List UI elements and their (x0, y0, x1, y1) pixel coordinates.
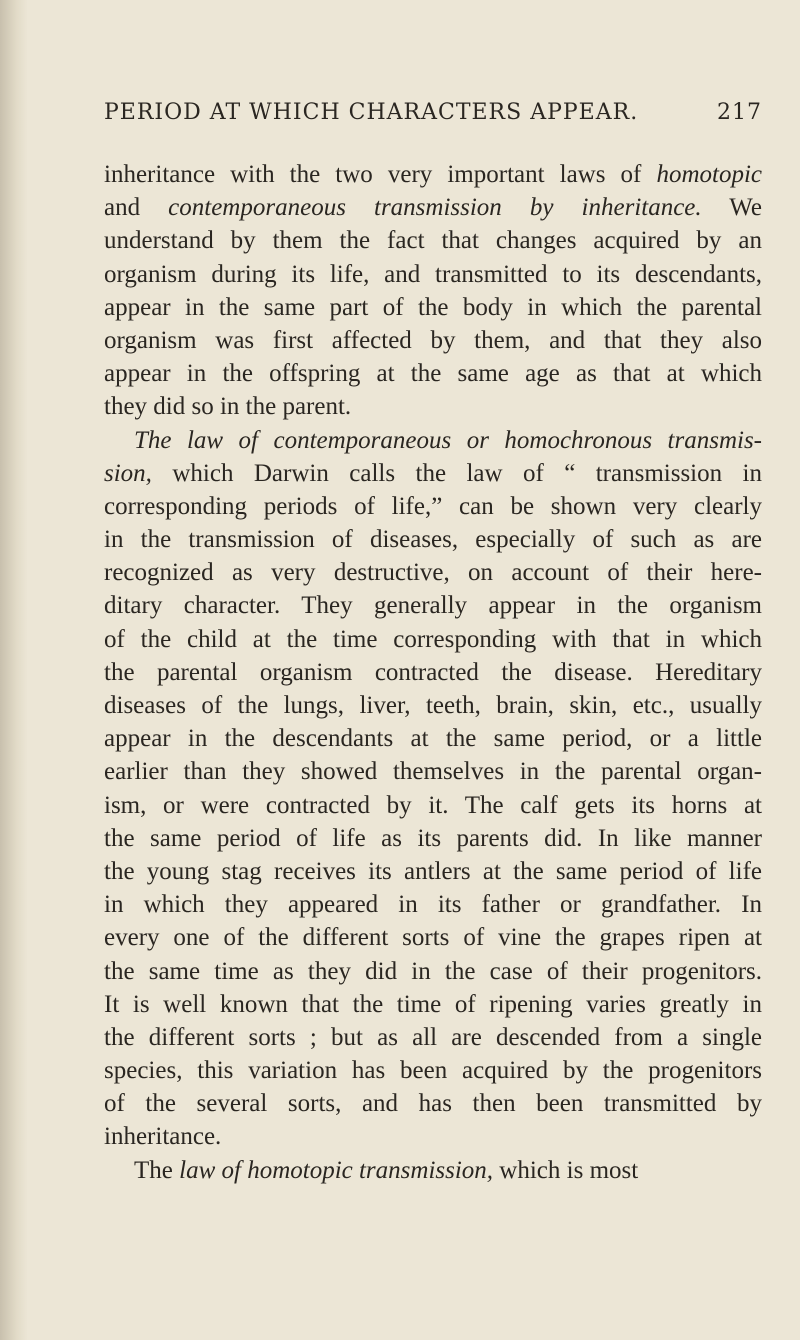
text-line: and contemporaneous transmission by inheritance. We (104, 194, 762, 222)
text-line: diseases of the lungs, liver, teeth, brain, skin, etc., usually (104, 692, 762, 719)
running-header (104, 100, 762, 144)
text-line: The law of homotopic transmission, which is most (134, 1156, 639, 1184)
text-line: the young stag receives its antlers at the same period of life (104, 857, 762, 885)
text-line: understand by them the fact that changes acquired by an (104, 227, 762, 255)
text-line: of the several sorts, and has then been transmitted by (104, 1090, 762, 1118)
text-line: appear in the offspring at the same age as that at which (104, 360, 762, 388)
text-line: they did so in the parent. (104, 393, 352, 421)
text-line: the different sorts ; but as all are descended from a single (104, 1023, 762, 1051)
text-line: corresponding periods of life,” can be shown very clearly (104, 492, 762, 520)
text-line: earlier than they showed themselves in the parental organ- (104, 758, 762, 786)
text-line: appear in the descendants at the same period, or a little (104, 725, 762, 753)
body-text (104, 158, 762, 1187)
text-line: in the transmission of diseases, especially of such as are (104, 526, 762, 554)
text-line: ism, or were contracted by it. The calf gets its horns at (104, 791, 762, 819)
text-line: inheritance with the two very important laws of homotopic (104, 161, 762, 188)
book-page (104, 100, 762, 1187)
text-line: of the child at the time corresponding with that in which (104, 625, 762, 653)
text-line: sion, which Darwin calls the law of “ transmission in (104, 459, 762, 487)
text-line: inheritance. (104, 1123, 222, 1151)
text-line: appear in the same part of the body in which the parental (104, 293, 762, 321)
text-line: organism during its life, and transmitted to its descendants, (104, 260, 762, 288)
text-line: in which they appeared in its father or grandfather. In (104, 891, 762, 919)
text-line: It is well known that the time of ripening varies greatly in (104, 990, 762, 1018)
running-title: PERIOD AT WHICH CHARACTERS APPEAR. (104, 100, 639, 125)
text-line: the same time as they did in the case of their progenitors. (104, 957, 762, 985)
text-line: species, this variation has been acquired by the progenitors (104, 1057, 762, 1085)
page-number: 217 (717, 100, 762, 125)
text-line: recognized as very destructive, on account of their here- (104, 559, 762, 587)
text-line: every one of the different sorts of vine the grapes ripen at (104, 924, 762, 952)
text-line: The law of contemporaneous or homochronous transmis- (134, 426, 762, 454)
text-line: the parental organism contracted the disease. Hereditary (104, 658, 762, 686)
text-line: organism was first affected by them, and that they also (104, 326, 762, 354)
book-gutter-shadow (0, 0, 28, 1340)
text-line: the same period of life as its parents did. In like manner (104, 824, 762, 852)
text-line: ditary character. They generally appear in the organism (104, 592, 762, 620)
